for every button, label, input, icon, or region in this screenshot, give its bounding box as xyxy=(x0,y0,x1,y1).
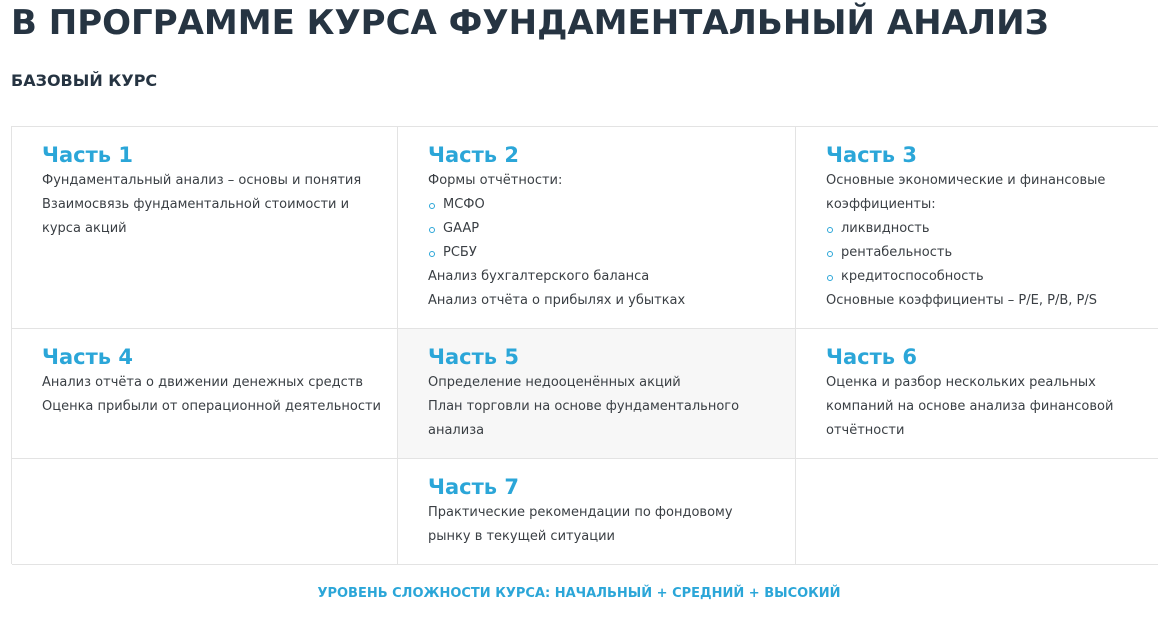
bullet-icon xyxy=(429,203,435,209)
list-item: РСБУ xyxy=(428,241,795,265)
bullet-icon xyxy=(429,251,435,257)
empty-cell xyxy=(12,459,398,565)
page-title: В ПРОГРАММЕ КУРСА ФУНДАМЕНТАЛЬНЫЙ АНАЛИЗ xyxy=(11,3,1049,43)
course-subtitle: БАЗОВЫЙ КУРС xyxy=(11,71,158,90)
list-item: кредитоспособность xyxy=(826,265,1158,289)
part-title: Часть 3 xyxy=(826,143,917,167)
part-line: Практические рекомендации по фондовому рынку в текущей ситуации xyxy=(428,505,733,544)
bullet-icon xyxy=(827,251,833,257)
part-line: Основные коэффициенты – P/E, P/B, P/S xyxy=(826,293,1097,308)
empty-cell xyxy=(796,459,1158,565)
part-line: План торговли на основе фундаментального анализа xyxy=(428,399,740,438)
part-line: Взаимосвязь фундаментальной стоимости и курса акций xyxy=(42,197,350,236)
part-line: Анализ отчёта о движении денежных средств xyxy=(42,375,364,390)
course-level: УРОВЕНЬ СЛОЖНОСТИ КУРСА: НАЧАЛЬНЫЙ + СРЕДНИЙ + ВЫСОКИЙ xyxy=(317,586,841,601)
list-item: GAAP xyxy=(428,217,795,241)
part-line: Фундаментальный анализ – основы и понятия xyxy=(42,173,362,188)
bullet-icon xyxy=(827,227,833,233)
bullet-icon xyxy=(429,227,435,233)
bullet-list xyxy=(428,193,795,265)
part-card-2 xyxy=(398,127,796,329)
part-title: Часть 7 xyxy=(428,475,519,499)
part-title: Часть 1 xyxy=(42,143,133,167)
part-line: Оценка прибыли от операционной деятельности xyxy=(42,399,381,414)
part-title: Часть 6 xyxy=(826,345,917,369)
part-intro: Основные экономические и финансовые коэффициенты: xyxy=(826,173,1106,212)
part-line: Анализ отчёта о прибылях и убытках xyxy=(428,293,686,308)
bullet-icon xyxy=(827,275,833,281)
list-item: ликвидность xyxy=(826,217,1158,241)
bullet-list xyxy=(826,217,1158,289)
part-line: Анализ бухгалтерского баланса xyxy=(428,269,650,284)
part-title: Часть 2 xyxy=(428,143,519,167)
part-line: Определение недооценённых акций xyxy=(428,375,681,390)
part-card-6 xyxy=(796,329,1158,459)
part-card-4 xyxy=(12,329,398,459)
part-card-7 xyxy=(398,459,796,565)
part-title: Часть 4 xyxy=(42,345,133,369)
course-program-grid xyxy=(11,126,1158,564)
part-card-3 xyxy=(796,127,1158,329)
part-card-1 xyxy=(12,127,398,329)
part-title: Часть 5 xyxy=(428,345,519,369)
part-line: Оценка и разбор нескольких реальных компаний на основе анализа финансовой отчётности xyxy=(826,375,1114,438)
list-item: МСФО xyxy=(428,193,795,217)
list-item: рентабельность xyxy=(826,241,1158,265)
part-card-5 xyxy=(398,329,796,459)
part-intro: Формы отчётности: xyxy=(428,173,563,188)
